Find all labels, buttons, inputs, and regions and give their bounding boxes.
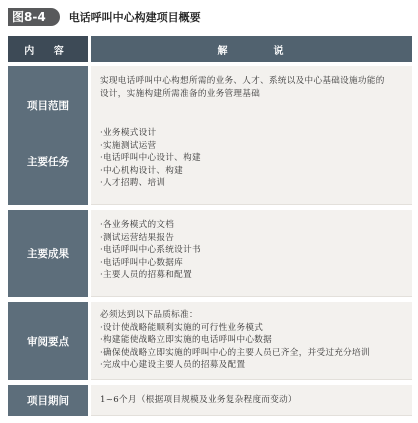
row-value	[91, 302, 412, 380]
table-row-main-results	[8, 210, 412, 297]
text-line: 实现电话呼叫中心构想所需的业务、人才、系统以及中心基础设施功能的	[100, 76, 385, 86]
figure-title: 电话呼叫中心构建项目概要	[68, 11, 201, 24]
text-line: ·电话呼叫中心设计、构建	[100, 153, 201, 164]
header-explanation-left: 解	[217, 45, 230, 57]
text-line: ·完成中心建设主要人员的招募及配置	[100, 360, 246, 371]
table-row-project-period	[8, 385, 412, 416]
row-label: 项目期间	[8, 385, 88, 416]
header-content-cell: 内 容	[8, 36, 88, 62]
text-line: ·测试运营结果报告	[100, 232, 175, 243]
table-row-review-points	[8, 302, 412, 380]
text-line: ·人才招聘、培训	[100, 178, 166, 189]
text-line: ·电话呼叫中心系统设计书	[100, 245, 201, 256]
row-value	[91, 118, 412, 205]
text-line: ·中心机构设计、构建	[100, 165, 184, 176]
header-explanation-cell	[91, 36, 412, 62]
text-line: ·电话呼叫中心数据库	[100, 257, 184, 268]
row-value	[91, 210, 412, 297]
figure-header	[8, 6, 201, 28]
text-line: ·构建能使战略立即实施的电话呼叫中心数据	[100, 335, 273, 346]
row-label: 项目范围	[8, 66, 88, 144]
text-line: ·各业务模式的文档	[100, 220, 175, 230]
text-line: 设计，实施构建所需准备的业务管理基础	[100, 88, 261, 99]
figure-number-tag: 图8-4	[8, 8, 60, 26]
row-label: 主要成果	[8, 210, 88, 297]
row-label: 主要任务	[8, 118, 88, 205]
text-line: 必须达到以下品质标准：	[100, 310, 198, 320]
row-value	[91, 385, 412, 416]
table-header-row	[8, 36, 412, 62]
text-line: ·实施测试运营	[100, 140, 157, 151]
text-line: 1~6个月（根据项目规模及业务复杂程度而变动）	[100, 395, 297, 405]
text-line: ·确保使战略立即实施的呼叫中心的主要人员已齐全，并受过充分培训	[100, 347, 370, 358]
row-label: 审阅要点	[8, 302, 88, 380]
text-line: ·设计使战略能顺利实施的可行性业务模式	[100, 322, 264, 333]
table-row-main-tasks	[8, 118, 412, 205]
header-explanation-right: 说	[273, 45, 286, 57]
text-line: ·业务模式设计	[100, 128, 157, 138]
text-line: ·主要人员的招募和配置	[100, 270, 192, 281]
